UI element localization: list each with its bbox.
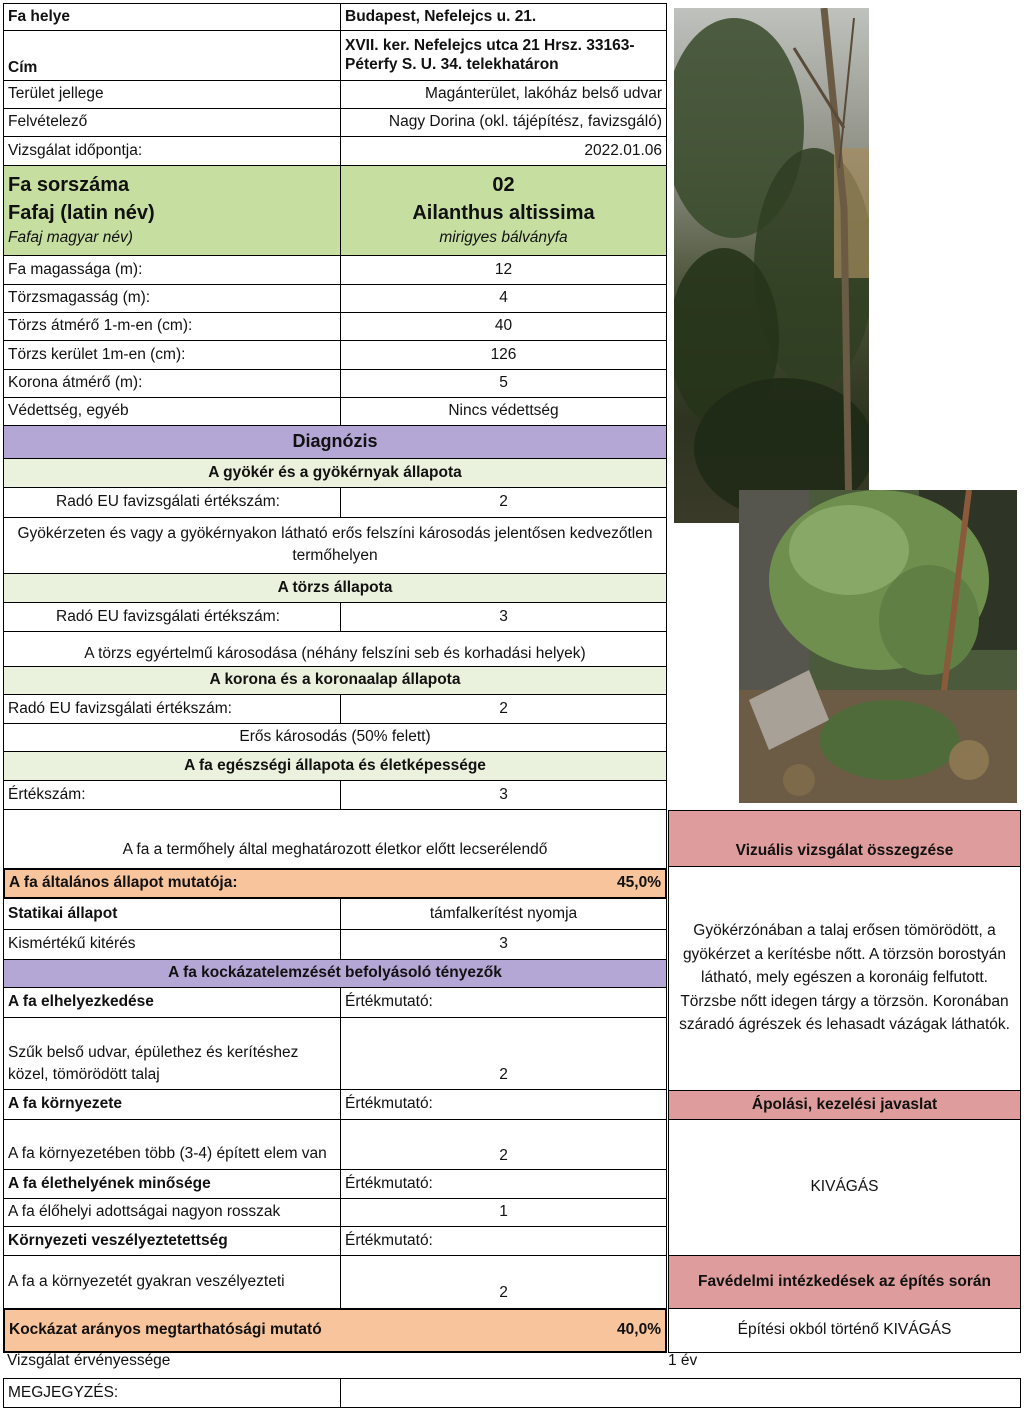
idopont-label: Vizsgálat időpontja: [3,136,341,166]
latin-value: Ailanthus altissima [412,202,595,225]
crown-desc: Erős károsodás (50% felett) [3,723,667,752]
health-desc: A fa a termőhely által meghatározott életkor előtt lecserélendő [3,809,667,869]
diagnosis-title: Diagnózis [3,425,667,459]
static-label: Statikai állapot [3,898,341,930]
measure-value: 12 [340,255,667,285]
care-title: Ápolási, kezelési javaslat [668,1090,1021,1120]
kockazat-label: Kockázat arányos megtarthatósági mutató [9,1321,322,1339]
general-index-row [3,868,667,899]
health-score-label: Értékszám: [3,780,341,810]
cim-value [340,30,667,81]
elhelyezkedes-desc-line2: közel, tömörödött talaj [8,1066,160,1084]
felvetelezo-label: Felvételező [3,108,341,137]
static-sub-label: Kismértékű kitérés [3,929,341,960]
measure-label: Korona átmérő (m): [3,369,341,398]
cim-value-line2: Péterfy S. U. 34. telekhatáron [345,55,559,73]
measure-label: Törzs kerület 1m-en (cm): [3,340,341,370]
protect-title: Favédelmi intézkedések az építés során [668,1255,1021,1309]
measure-label: Törzsmagasság (m): [3,284,341,313]
visual-line: Gyökérzónában a talaj erősen tömörödött, a [693,922,996,940]
measure-value: 5 [340,369,667,398]
measure-value: 4 [340,284,667,313]
trunk-score: 3 [340,602,667,632]
veszely-desc: A fa a környezetét gyakran veszélyezteti [3,1255,341,1309]
kornyezete-title: A fa környezete [3,1089,341,1120]
elethely-value: 1 [340,1198,667,1227]
risk-title: A fa kockázatelemzését befolyásoló tényezők [3,959,667,988]
visual-line: száradó ágrészek és lehasadt vázágak láthatók. [679,1016,1010,1034]
trunk-score-label: Radó EU favizsgálati értékszám: [3,602,341,632]
crown-score: 2 [340,694,667,724]
visual-line: gyökérzet a kerítésbe nőtt. A törzsön borostyán [682,945,1007,963]
static-value: támfalkerítést nyomja [340,898,667,930]
elethely-title: A fa élethelyének minősége [3,1169,341,1199]
megjegyzes-label: MEGJEGYZÉS: [3,1378,341,1408]
veszely-title: Környezeti veszélyeztetettség [3,1226,341,1256]
measure-label: Fa magassága (m): [3,255,341,285]
elhelyezkedes-desc-line1: Szűk belső udvar, épülethez és kerítéshez [8,1043,299,1061]
visual-line: Törzsbe nőtt idegen tárgy a törzsön. Koronában [680,992,1009,1010]
veszely-ertek-label: Értékmutató: [340,1226,667,1256]
measure-value: 126 [340,340,667,370]
visual-summary-title: Vizuális vizsgálat összegzése [668,810,1021,867]
elhelyezkedes-value: 2 [340,1017,667,1090]
general-index-label: A fa általános állapot mutatója: [9,874,238,892]
elhelyezkedes-title: A fa elhelyezkedése [3,987,341,1018]
elethely-ertek-label: Értékmutató: [340,1169,667,1199]
measure-label: Védettség, egyéb [3,397,341,426]
sorszam-label: Fa sorszáma [8,174,130,197]
fa-helye-label: Fa helye [3,3,341,31]
latin-label: Fafaj (latin név) [8,202,155,225]
tree-photo-drawing [674,8,869,523]
terulet-value: Magánterület, lakóház belső udvar [340,80,667,109]
magyar-value: mirigyes bálványfa [439,229,568,247]
idopont-value: 2022.01.06 [340,136,667,166]
ivy-photo [739,490,1017,803]
veszely-value: 2 [340,1255,667,1309]
health-score: 3 [340,780,667,810]
crown-score-label: Radó EU favizsgálati értékszám: [3,694,341,724]
root-desc [3,517,667,574]
measure-value: 40 [340,312,667,341]
elhelyezkedes-ertek-label: Értékmutató: [340,987,667,1018]
cim-value-line1: XVII. ker. Nefelejcs utca 21 Hrsz. 33163- [345,36,635,54]
protect-value: Építési okból történő KIVÁGÁS [668,1308,1021,1353]
health-title: A fa egészségi állapota és életképessége [3,751,667,781]
measure-value: Nincs védettség [340,397,667,426]
static-sub-value: 3 [340,929,667,960]
felvetelezo-value: Nagy Dorina (okl. tájépítész, favizsgáló) [340,108,667,137]
elhelyezkedes-desc [3,1017,341,1090]
kornyezete-value: 2 [340,1119,667,1170]
megjegyzes-value [340,1378,1021,1408]
kockazat-value: 40,0% [617,1321,661,1339]
visual-summary-text [668,866,1021,1091]
care-value: KIVÁGÁS [668,1119,1021,1256]
sorszam-value: 02 [492,174,515,197]
root-desc-line1: Gyökérzeten és vagy a gyökérnyakon látható erős felszíni károsodás jelentősen kedvezőtlen [17,525,653,543]
root-score-label: Radó EU favizsgálati értékszám: [3,487,341,518]
cim-label: Cím [3,30,341,81]
root-score: 2 [340,487,667,518]
root-desc-line2: termőhelyen [292,547,378,564]
trunk-desc: A törzs egyértelmű károsodása (néhány felszíni seb és korhadási helyek) [3,631,667,667]
ervenyesseg-value: 1 év [668,1352,698,1369]
kornyezete-desc: A fa környezetében több (3-4) épített elem van [3,1119,341,1170]
crown-title: A korona és a koronaalap állapota [3,666,667,695]
kornyezete-ertek-label: Értékmutató: [340,1089,667,1120]
magyar-label: Fafaj magyar név) [8,229,133,247]
general-index-value: 45,0% [617,874,661,892]
terulet-label: Terület jellege [3,80,341,109]
tree-photo [674,8,869,523]
ervenyesseg-label: Vizsgálat érvényessége [7,1352,171,1369]
measure-label: Törzs átmérő 1-m-en (cm): [3,312,341,341]
species-values [340,165,667,256]
fa-helye-value: Budapest, Nefelejcs u. 21. [340,3,667,31]
root-title: A gyökér és a gyökérnyak állapota [3,458,667,488]
trunk-title: A törzs állapota [3,573,667,603]
kockazat-row [3,1308,667,1353]
species-labels [3,165,341,256]
visual-line: látható, mely egészen a koronáig felfutott. [701,969,988,987]
ivy-photo-drawing [739,490,1017,803]
elethely-desc: A fa élőhelyi adottságai nagyon rosszak [3,1198,341,1227]
